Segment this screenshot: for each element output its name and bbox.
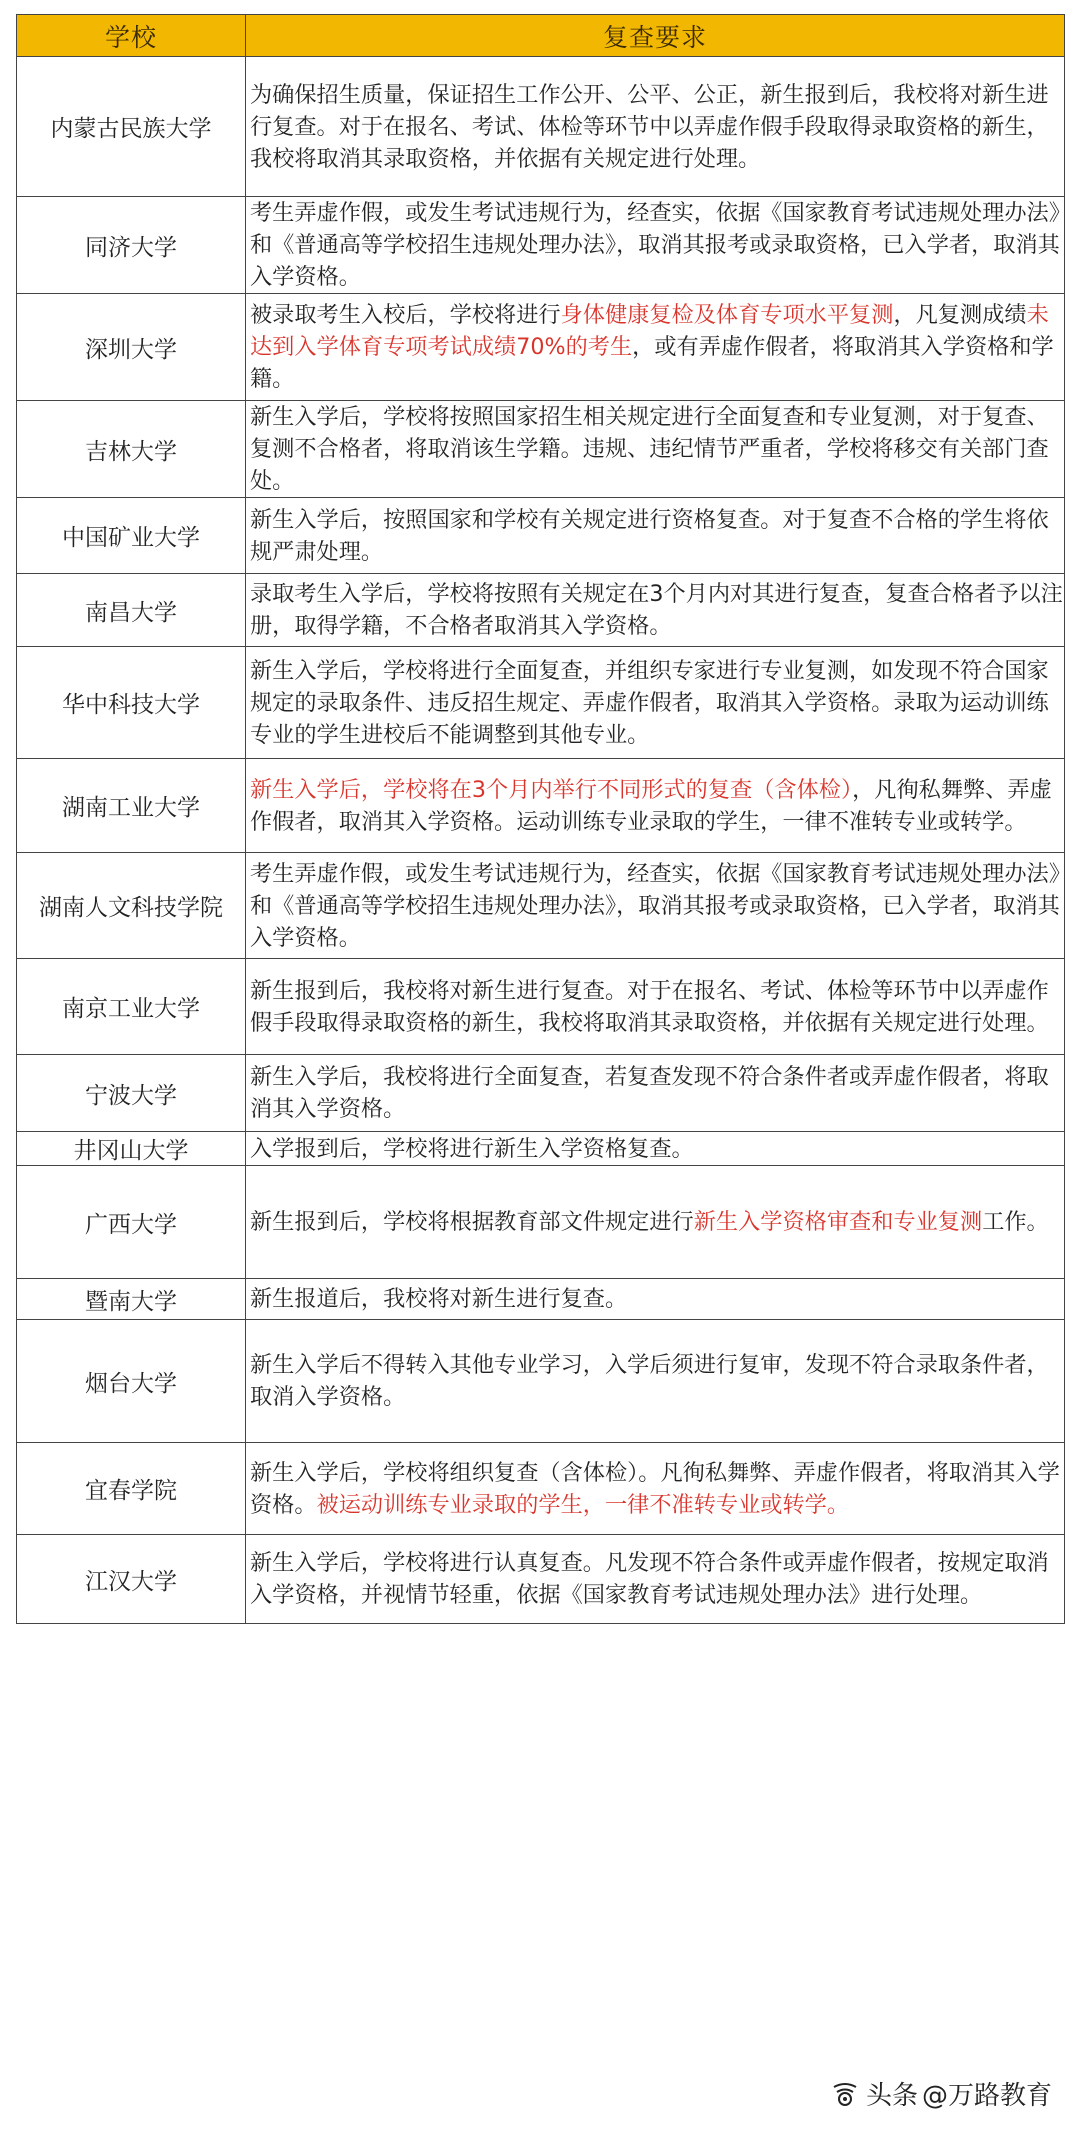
requirement-segment: 新生报道后，我校将对新生进行复查。: [250, 1286, 628, 1312]
watermark: [828, 2075, 1052, 2112]
school-name: 暨南大学: [17, 1279, 246, 1320]
school-name: 宁波大学: [17, 1055, 246, 1132]
table-row: [17, 197, 1065, 294]
school-name: 深圳大学: [17, 294, 246, 401]
table-row: [17, 1535, 1065, 1624]
requirement-text: [246, 1279, 1065, 1320]
requirement-segment: 新生入学后不得转入其他专业学习，入学后须进行复审，发现不符合录取条件者，取消入学资格。: [250, 1352, 1049, 1410]
requirement-segment: 入学报到后，学校将进行新生入学资格复查。: [250, 1135, 694, 1162]
table-row: [17, 401, 1065, 498]
watermark-handle: @万路教育: [921, 2081, 1052, 2111]
requirement-text: [246, 1132, 1065, 1166]
requirement-segment: 考生弄虚作假，或发生考试违规行为，经查实，依据《国家教育考试违规处理办法》和《普通高等学校招生违规处理办法》，取消其报考或录取资格，已入学者，取消其入学资格。: [250, 860, 1060, 951]
review-requirements-table: [16, 14, 1065, 1624]
requirement-segment: 新生报到后，学校将根据教育部文件规定进行: [250, 1209, 694, 1235]
school-name: 中国矿业大学: [17, 498, 246, 574]
table-row: [17, 1443, 1065, 1535]
table-header-row: [17, 15, 1065, 57]
school-name: 内蒙古民族大学: [17, 57, 246, 197]
table-row: [17, 1132, 1065, 1166]
table-row: [17, 574, 1065, 647]
requirement-text: [246, 853, 1065, 959]
requirement-segment: 新生入学后，学校将组织复查（含体检）。凡徇私舞弊、弄虚作假者，将取消其入学资格。: [250, 1459, 1060, 1518]
table-row: [17, 1166, 1065, 1279]
header-school: 学校: [17, 15, 246, 57]
watermark-prefix: 头条: [865, 2081, 918, 2111]
table-row: [17, 759, 1065, 853]
requirement-segment: 新生入学后，我校将进行全面复查，若复查发现不符合条件者或弄虚作假者，将取消其入学资格。: [250, 1064, 1049, 1122]
requirement-segment: ，凡复测成绩: [893, 302, 1027, 328]
requirement-text: [246, 1535, 1065, 1624]
requirement-text: [246, 1443, 1065, 1535]
toutiao-logo-icon: [828, 2077, 862, 2111]
school-name: 井冈山大学: [17, 1132, 246, 1166]
requirement-segment: 考生弄虚作假，或发生考试违规行为，经查实，依据《国家教育考试违规处理办法》和《普通高等学校招生违规处理办法》，取消其报考或录取资格，已入学者，取消其入学资格。: [250, 200, 1060, 290]
highlighted-text: 未达到入学体育专项考试成绩70%的考生: [250, 302, 1049, 360]
table-row: [17, 1320, 1065, 1443]
highlighted-text: 被运动训练专业录取的学生，一律不准转专业或转学。: [316, 1491, 850, 1518]
school-name: 江汉大学: [17, 1535, 246, 1624]
table-row: [17, 1055, 1065, 1132]
table-row: [17, 498, 1065, 574]
school-name: 同济大学: [17, 197, 246, 294]
school-name: 华中科技大学: [17, 647, 246, 759]
table-row: [17, 294, 1065, 401]
table-row: [17, 57, 1065, 197]
requirement-text: [246, 759, 1065, 853]
requirement-segment: 工作。: [982, 1209, 1049, 1235]
highlighted-text: 新生入学后，学校将在3个月内举行不同形式的复查（含体检）: [250, 776, 853, 803]
requirement-text: [246, 57, 1065, 197]
requirement-segment: 被录取考生入校后，学校将进行: [250, 302, 561, 328]
requirement-text: [246, 959, 1065, 1055]
requirement-segment: 录取考生入学后，学校将按照有关规定在3个月内对其进行复查，复查合格者予以注册，取得学籍，不合格者取消其入学资格。: [250, 581, 1063, 639]
school-name: 烟台大学: [17, 1320, 246, 1443]
requirement-text: [246, 647, 1065, 759]
requirement-segment: ，凡徇私舞弊、弄虚作假者，取消其入学资格。运动训练专业录取的学生，一律不准转专业或转学。: [250, 776, 1052, 835]
header-requirement: 复查要求: [246, 15, 1065, 57]
table-row: [17, 647, 1065, 759]
requirement-text: [246, 1055, 1065, 1132]
table-row: [17, 1279, 1065, 1320]
requirement-text: [246, 1320, 1065, 1443]
document: [16, 14, 1064, 1624]
requirement-segment: ，或有弄虚作假者，将取消其入学资格和学籍。: [250, 334, 1054, 392]
requirement-text: [246, 294, 1065, 401]
requirement-segment: 新生报到后，我校将对新生进行复查。对于在报名、考试、体检等环节中以弄虚作假手段取得录取资格的新生，我校将取消其录取资格，并依据有关规定进行处理。: [250, 977, 1049, 1036]
school-name: 南昌大学: [17, 574, 246, 647]
requirement-segment: 新生入学后，按照国家和学校有关规定进行资格复查。对于复查不合格的学生将依规严肃处理。: [250, 506, 1049, 565]
requirement-text: [246, 498, 1065, 574]
requirement-text: [246, 401, 1065, 498]
requirement-segment: 新生入学后，学校将进行认真复查。凡发现不符合条件或弄虚作假者，按规定取消入学资格，并视情节轻重，依据《国家教育考试违规处理办法》进行处理。: [250, 1550, 1049, 1608]
school-name: 湖南工业大学: [17, 759, 246, 853]
requirement-text: [246, 574, 1065, 647]
requirement-segment: 新生入学后，学校将按照国家招生相关规定进行全面复查和专业复测，对于复查、复测不合格者，将取消该生学籍。违规、违纪情节严重者，学校将移交有关部门查处。: [250, 404, 1049, 494]
requirement-text: [246, 197, 1065, 294]
table-body: [17, 57, 1065, 1624]
requirement-segment: 为确保招生质量，保证招生工作公开、公平、公正，新生报到后，我校将对新生进行复查。对于在报名、考试、体检等环节中以弄虚作假手段取得录取资格的新生，我校将取消其录取资格，并依据有关规定进行处理。: [250, 81, 1049, 172]
school-name: 宜春学院: [17, 1443, 246, 1535]
school-name: 广西大学: [17, 1166, 246, 1279]
school-name: 吉林大学: [17, 401, 246, 498]
table-row: [17, 959, 1065, 1055]
requirement-segment: 新生入学后，学校将进行全面复查，并组织专家进行专业复测，如发现不符合国家规定的录取条件、违反招生规定、弄虚作假者，取消其入学资格。录取为运动训练专业的学生进校后不能调整到其他专业。: [250, 657, 1049, 748]
school-name: 南京工业大学: [17, 959, 246, 1055]
school-name: 湖南人文科技学院: [17, 853, 246, 959]
requirement-text: [246, 1166, 1065, 1279]
highlighted-text: 新生入学资格审查和专业复测: [693, 1209, 983, 1235]
highlighted-text: 身体健康复检及体育专项水平复测: [560, 302, 894, 328]
table-row: [17, 853, 1065, 959]
